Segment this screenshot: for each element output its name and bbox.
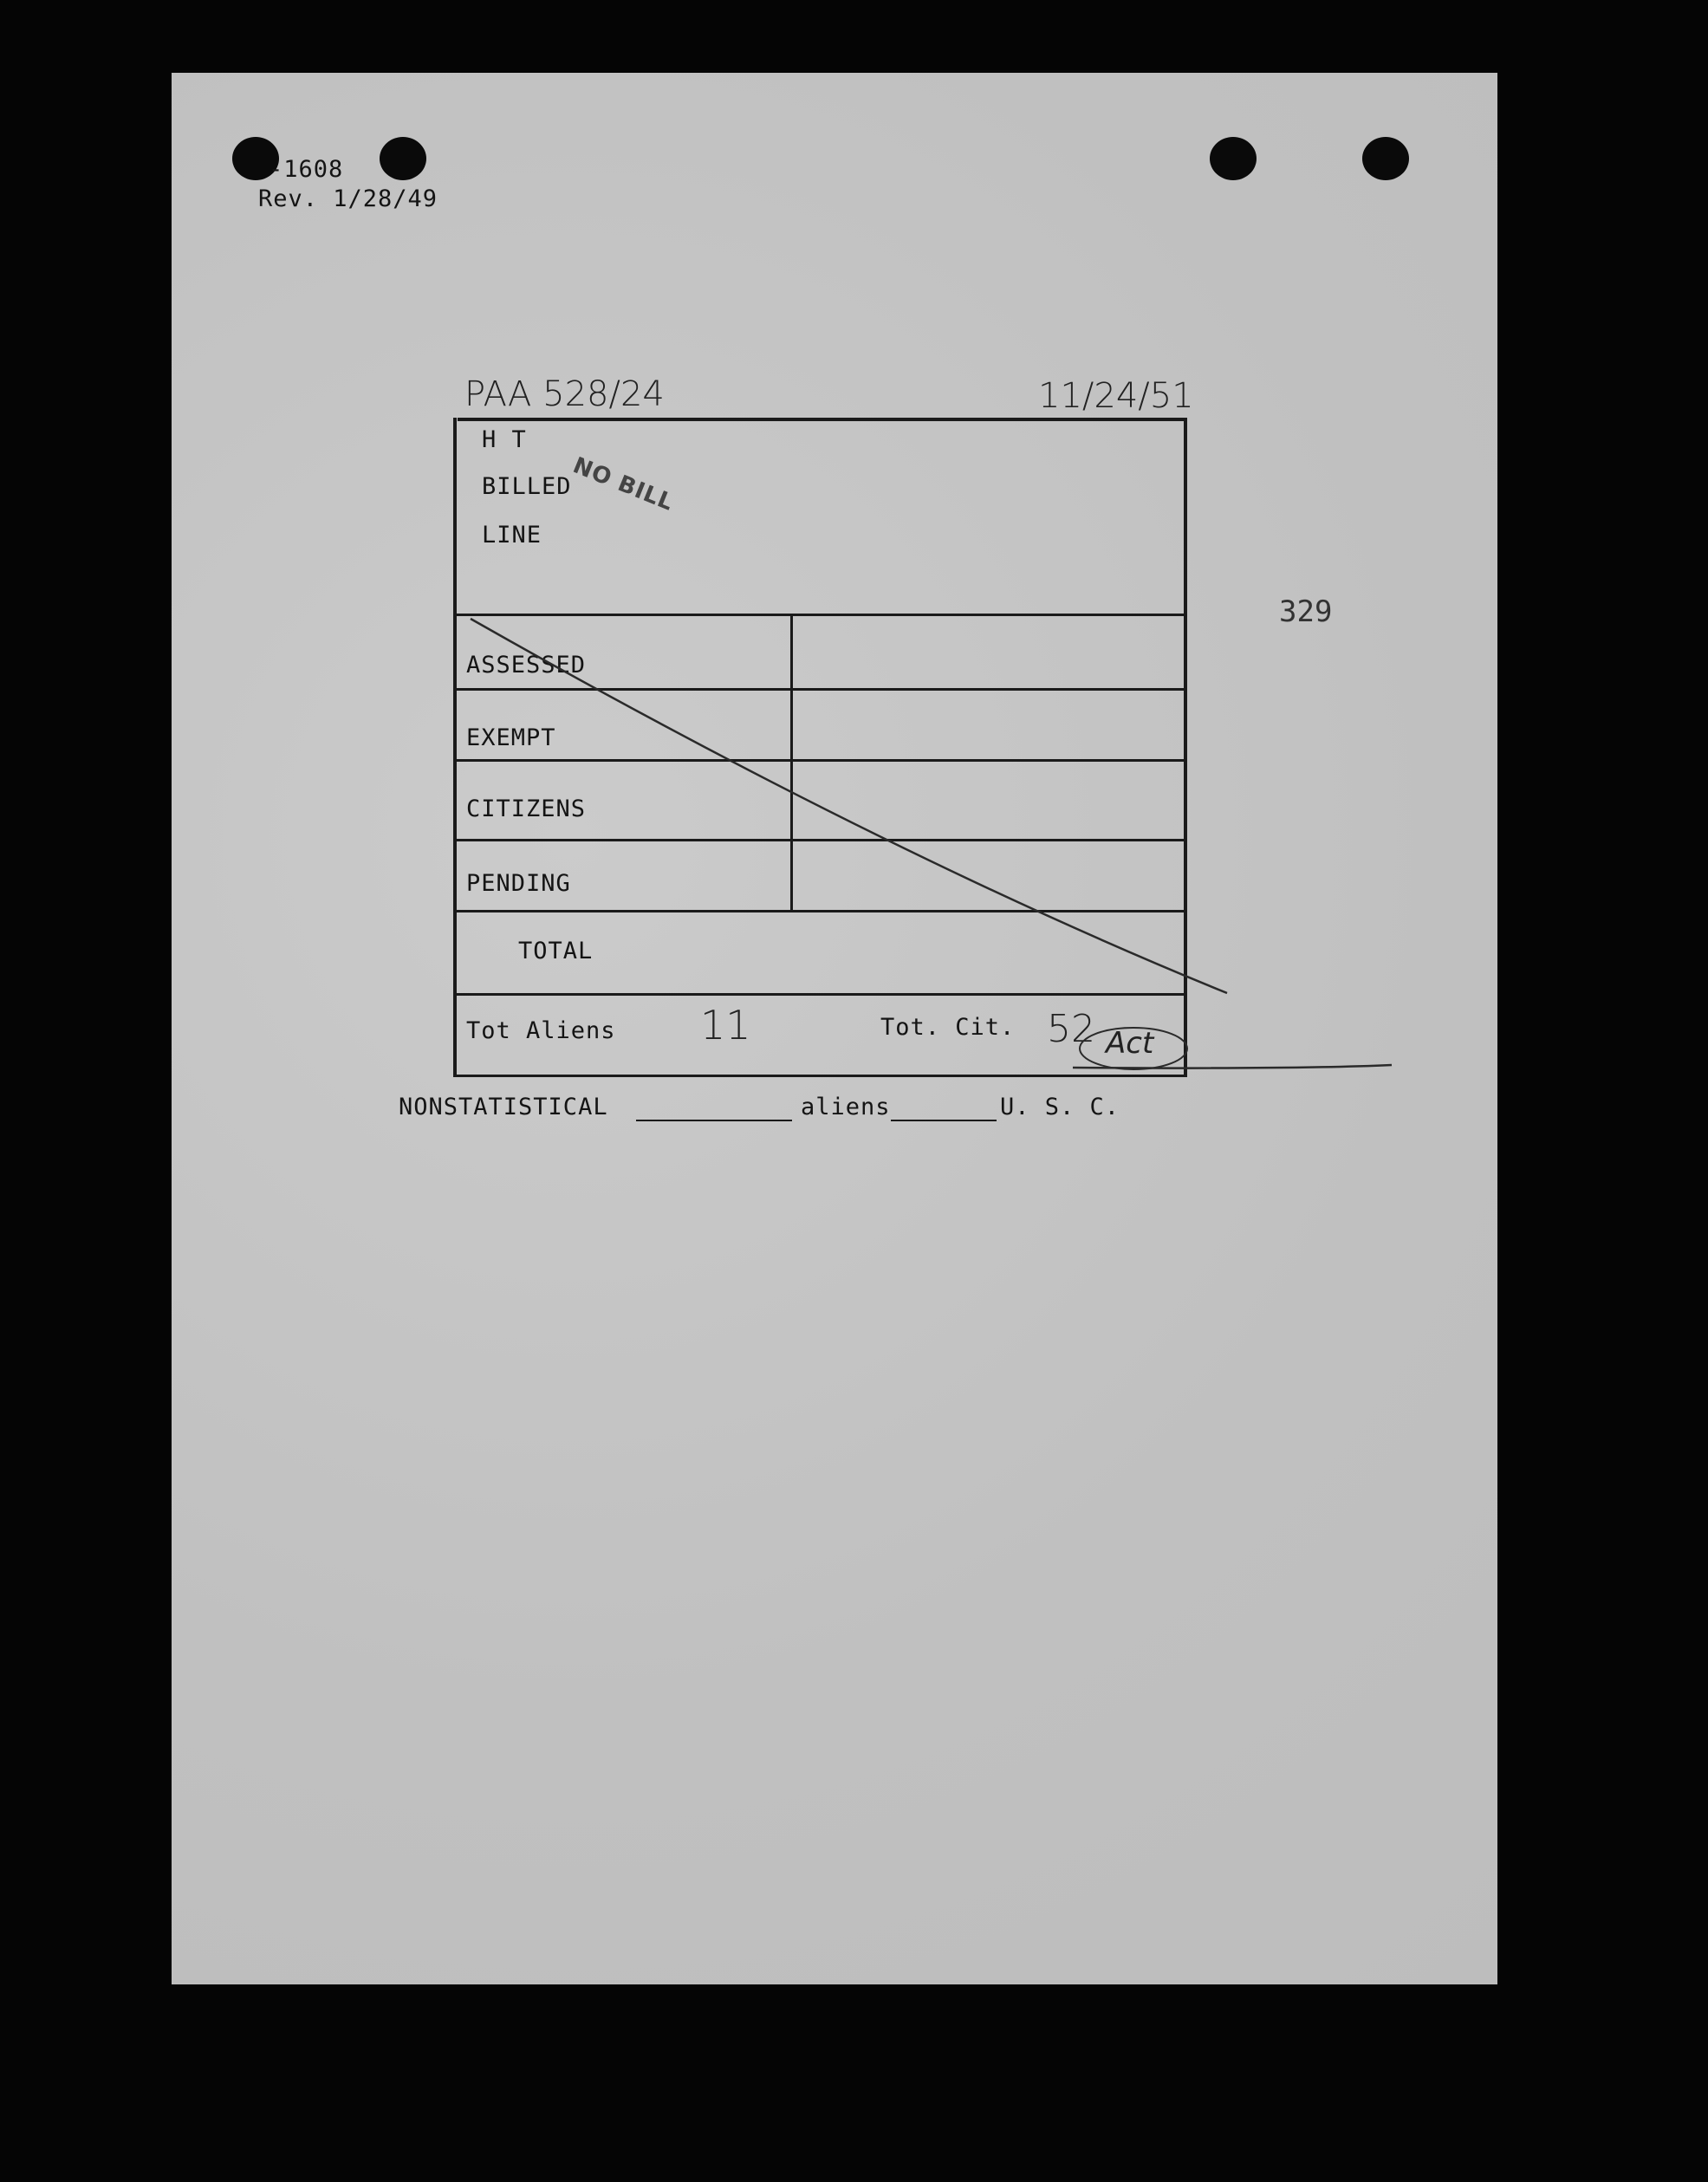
tot-cit-value: 52 [1047, 1007, 1095, 1051]
form-number: -1608 [269, 156, 344, 183]
tot-aliens-label: Tot Aliens [466, 1017, 616, 1044]
date-handwritten: 11/24/51 [1038, 376, 1194, 416]
nonstatistical-label: NONSTATISTICAL [399, 1094, 608, 1120]
row-label-ht: H T [482, 426, 527, 453]
nonstatistical-blank-2 [891, 1120, 997, 1121]
flight-reference: PAA 528/24 [464, 374, 665, 414]
no-bill-stamp: NO BILL [568, 452, 678, 516]
initials-signature: Act [1106, 1026, 1154, 1061]
initials-underline [1073, 1065, 1392, 1068]
row-label-billed: BILLED [482, 473, 572, 500]
tot-cit-label: Tot. Cit. [880, 1014, 1016, 1041]
usc-label: U. S. C. [1000, 1094, 1120, 1120]
row-label-total: TOTAL [518, 938, 594, 964]
row-label-citizens: CITIZENS [466, 796, 587, 822]
tot-aliens-value: 11 [700, 1002, 751, 1049]
page-number: 329 [1279, 594, 1333, 629]
row-label-pending: PENDING [466, 870, 571, 897]
form-revision: Rev. 1/28/49 [258, 185, 438, 212]
row-label-exempt: EXEMPT [466, 724, 556, 751]
document-page [172, 73, 1497, 1984]
row-label-line: LINE [482, 522, 542, 549]
nonstatistical-blank-1 [636, 1120, 792, 1121]
row-label-assessed: ASSESSED [466, 652, 587, 679]
aliens-label: aliens [801, 1094, 891, 1120]
diagonal-cross-out-stroke [471, 619, 1227, 993]
pen-markings [172, 73, 1497, 1199]
